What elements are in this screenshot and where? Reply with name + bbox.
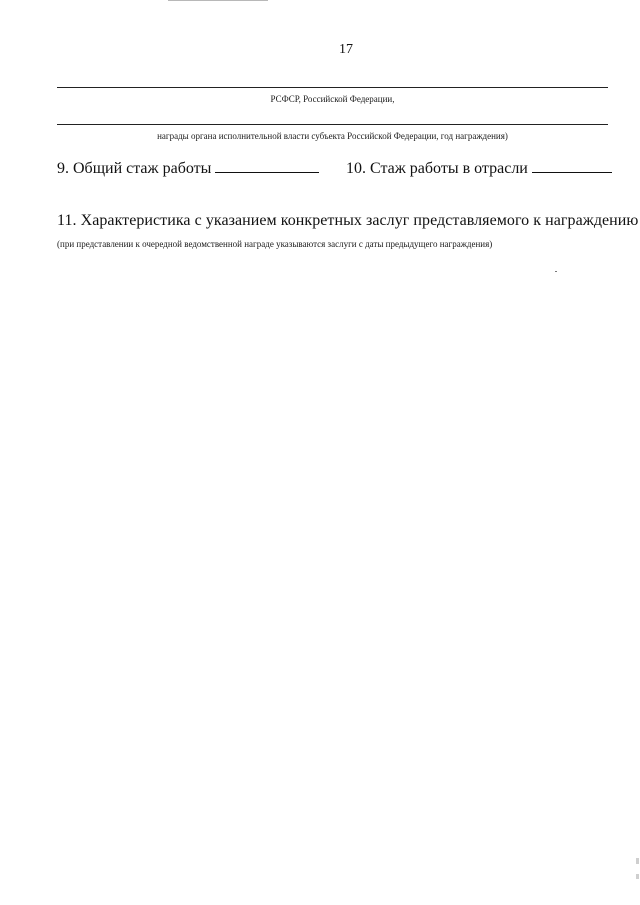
characteristic-section-note: (при представлении к очередной ведомственной награде указываются заслуги с даты предыдущего награждения): [57, 239, 493, 249]
line-caption-awards: РСФСР, Российской Федерации,: [270, 94, 395, 104]
total-experience-field: [57, 160, 319, 178]
industry-experience-field: [346, 160, 612, 178]
line-caption-regional-awards: награды органа исполнительной власти субъекта Российской Федерации, год награждения): [157, 131, 508, 141]
scan-artifact: [168, 0, 268, 1]
industry-experience-label: 10. Стаж работы в отрасли: [346, 160, 528, 177]
characteristic-section-title: 11. Характеристика с указанием конкретных заслуг представляемого к награждению: [57, 212, 639, 229]
scan-edge-mark: [636, 874, 639, 879]
page-number: 17: [339, 42, 353, 57]
total-experience-blank: [215, 171, 319, 173]
scan-speck: [555, 271, 557, 272]
fill-in-line-regional-awards: [57, 124, 608, 125]
industry-experience-blank: [532, 171, 612, 173]
total-experience-label: 9. Общий стаж работы: [57, 160, 212, 177]
fill-in-line-awards: [57, 87, 608, 88]
scan-edge-mark: [636, 858, 639, 864]
